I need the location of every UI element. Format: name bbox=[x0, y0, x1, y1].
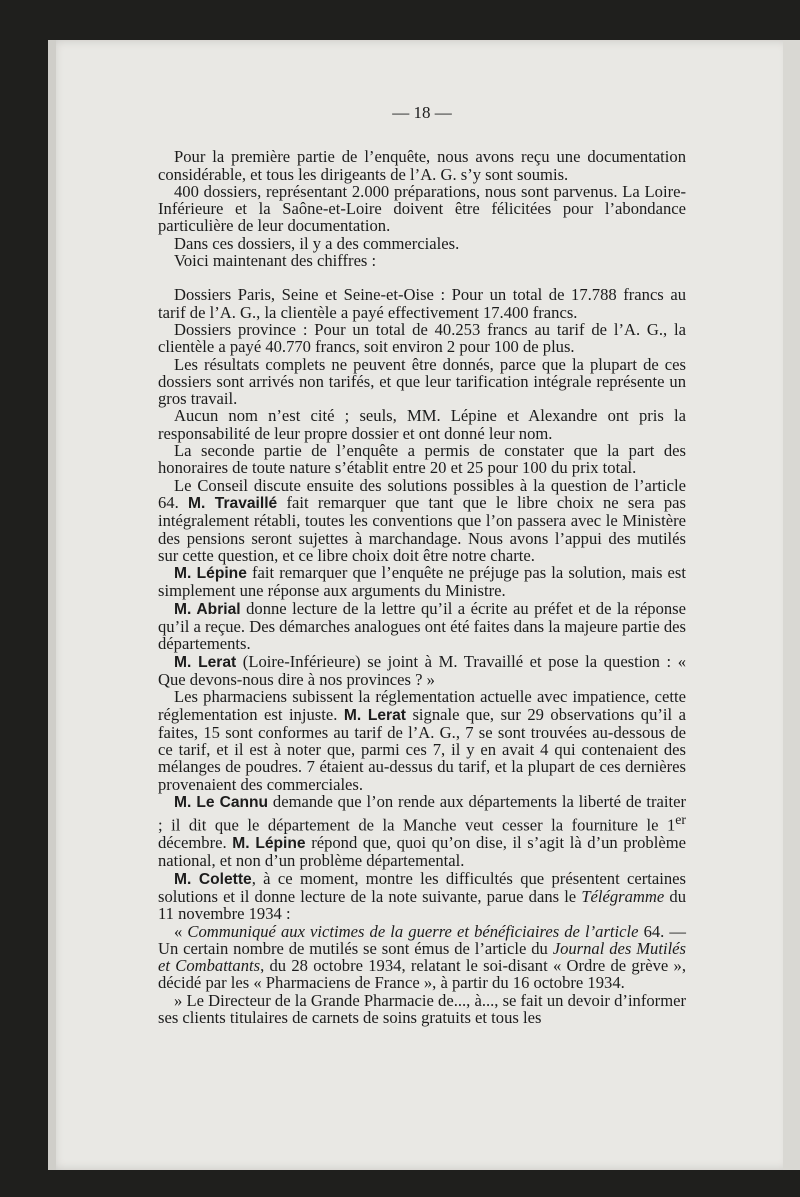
speaker-name: M. Le Cannu bbox=[174, 793, 269, 811]
page-gutter bbox=[48, 40, 56, 1170]
paragraph bbox=[158, 793, 686, 870]
text-run: Pour la première partie de l’enquête, nous avons reçu une documentation considérable, et tous les dirigeants de l’A. G. s’y sont soumis. bbox=[158, 147, 686, 184]
text-run: La seconde partie de l’enquête a permis de constater que la part des honoraires de toute nature s’établit entre 20 et 25 pour 100 du prix total. bbox=[158, 441, 686, 478]
text-run: (Loire-Inférieure) se joint à M. Travaillé et pose la question : « Que devons-nous dire à nos provinces ? » bbox=[158, 651, 686, 689]
text-run: Dossiers province : Pour un total de 40.253 francs au tarif de l’A. G., la clientèle a payé 40.770 francs, soit environ 2 pour 100 de plus. bbox=[158, 319, 686, 357]
paragraph bbox=[158, 183, 686, 235]
italic-text: Télégramme bbox=[581, 887, 665, 906]
paragraph bbox=[158, 286, 686, 321]
text-run: Le Conseil discute ensuite des solutions possibles à la question de l’article 64. bbox=[158, 475, 686, 512]
speaker-name: M. Colette bbox=[174, 870, 252, 888]
paragraph bbox=[158, 477, 686, 564]
text-run: Voici maintenant des chiffres : bbox=[174, 251, 377, 271]
page-text bbox=[158, 104, 686, 1026]
speaker-name: M. Lerat bbox=[174, 653, 237, 671]
speaker-name: M. Lépine bbox=[232, 835, 306, 853]
text-run: signale que, sur 29 observations qu’il a faites, 15 sont conformes au tarif de l’A. G., 7 se sont trouvées au-dessous de ce tarif, et il est à noter que, parmi ces 7, il y en avait 4 qui contenaient des mélanges de poudres. 7 étaient au-dessus du tarif, et la plupart de ces dernières provenaient des commerciales. bbox=[158, 704, 687, 794]
text-run: Dans ces dossiers, il y a des commerciales. bbox=[174, 233, 460, 253]
italic-text: Communiqué aux victimes de la guerre et bénéficiaires de l’article bbox=[187, 921, 639, 941]
paragraph bbox=[158, 564, 686, 600]
text-run: du 11 novembre 1934 : bbox=[158, 887, 686, 924]
text-run: 400 dossiers, représentant 2.000 préparations, nous sont parvenus. La Loire-Inférieure et la Saône-et-Loire doivent être félicitées pour l’abondance particulière de leur documentation. bbox=[158, 181, 686, 236]
text-run: Dossiers Paris, Seine et Seine-et-Oise : Pour un total de 17.788 francs au tarif de l’A. G., la clientèle a payé effectivement 17.400 francs. bbox=[158, 285, 686, 322]
text-run: Les résultats complets ne peuvent être donnés, parce que la plupart de ces dossiers sont arrivés non tarifés, et que leur tarification intégrale représente un gros travail. bbox=[158, 354, 686, 409]
text-run: Les pharmaciens subissent la réglementation actuelle avec impatience, cette réglementation est injuste. bbox=[158, 687, 686, 724]
text-run: 64. — Un certain nombre de mutilés se sont émus de l’article du bbox=[158, 921, 686, 958]
text-run: » Le Directeur de la Grande Pharmacie de..., à..., se fait un devoir d’informer ses clients titulaires de carnets de soins gratuits et tous les bbox=[158, 990, 686, 1028]
paragraph bbox=[158, 356, 686, 408]
paragraph bbox=[158, 235, 686, 252]
paragraph bbox=[158, 407, 686, 442]
paragraph bbox=[158, 992, 686, 1027]
text-run: « bbox=[174, 921, 188, 941]
paragraph bbox=[158, 442, 686, 477]
paragraph bbox=[158, 252, 686, 269]
speaker-name: M. Lépine bbox=[174, 565, 247, 583]
text-run: , à ce moment, montre les difficultés que présentent certaines solutions et il donne lecture de la note suivante, parue dans le bbox=[158, 868, 686, 906]
text-run: répond que, quoi qu’on dise, il s’agit là d’un problème national, et non d’un problème départemental. bbox=[158, 833, 686, 871]
speaker-name: M. Lerat bbox=[343, 706, 406, 724]
paragraph-list bbox=[158, 148, 686, 1026]
italic-text: Journal des Mutilés et Combattants bbox=[158, 938, 687, 976]
text-run: fait remarquer que l’enquête ne préjuge pas la solution, mais est simplement une réponse aux arguments du Ministre. bbox=[158, 563, 686, 601]
paragraph bbox=[158, 870, 686, 923]
paragraph bbox=[158, 321, 686, 356]
text-run: donne lecture de la lettre qu’il a écrite au préfet et de la réponse qu’il a reçue. Des démarches analogues ont été faites dans la majeure partie des départements. bbox=[158, 598, 687, 654]
paragraph-gap bbox=[158, 269, 686, 286]
speaker-name: M. Travaillé bbox=[188, 494, 278, 512]
text-run: , du 28 octobre 1934, relatant le soi-disant « Ordre de grève », décidé par les « Pharmaciens de France », à partir du 16 octobre 1934. bbox=[158, 956, 686, 993]
paragraph bbox=[158, 148, 686, 183]
paragraph bbox=[158, 653, 686, 689]
text-run: Aucun nom n’est cité ; seuls, MM. Lépine et Alexandre ont pris la responsabilité de leur propre dossier et ont donné leur nom. bbox=[158, 406, 686, 443]
text-run: demande que l’on rende aux départements la liberté de traiter ; il dit que le département de la Manche veut cesser la fourniture le 1 bbox=[158, 791, 686, 835]
speaker-name: M. Abrial bbox=[174, 600, 241, 618]
text-run: décembre. bbox=[158, 833, 233, 853]
page-number: — 18 — bbox=[392, 103, 452, 122]
paragraph bbox=[158, 600, 686, 653]
paragraph bbox=[158, 923, 686, 992]
paragraph bbox=[158, 688, 686, 793]
text-run: er bbox=[675, 812, 686, 828]
text-run: fait remarquer que tant que le libre choix ne sera pas intégralement rétabli, toutes les conventions que l’on passera avec le Ministère des pensions seront sujettes à marchandage. Nous avons l’appui des mutilés sur cette question, et ce libre choix doit être notre charte. bbox=[158, 492, 687, 565]
